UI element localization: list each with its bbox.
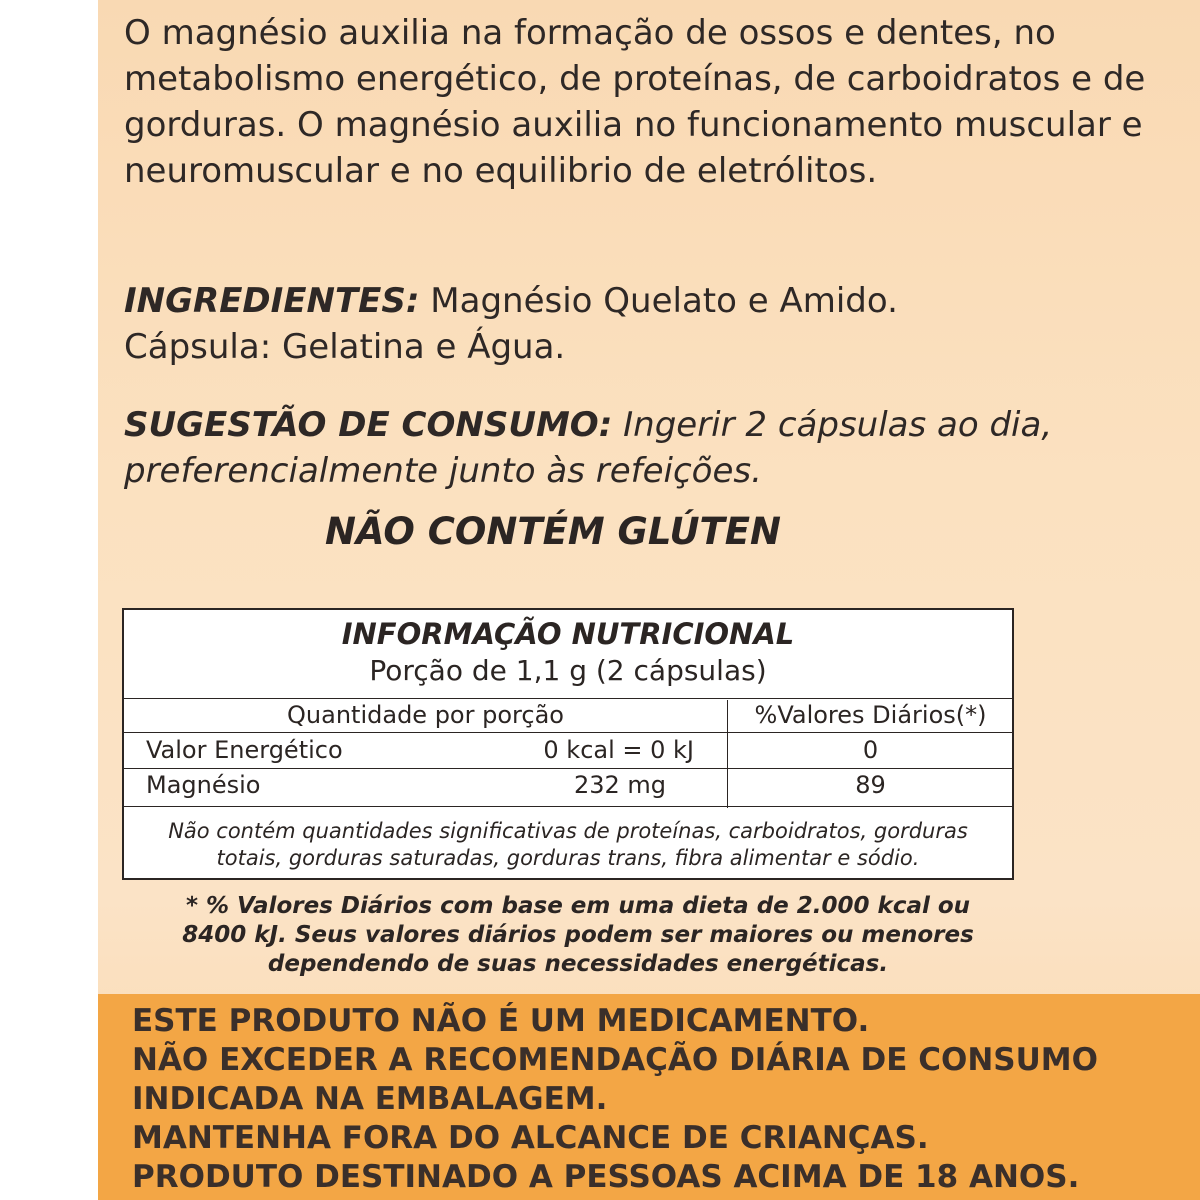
nutrition-facts-table [122, 608, 1014, 880]
consumption-suggestion-section [124, 402, 1184, 494]
ingredients-section [124, 278, 1184, 370]
column-divider [727, 700, 728, 808]
warning-line: ESTE PRODUTO NÃO É UM MEDICAMENTO. [132, 1003, 870, 1039]
benefits-paragraph: O magnésio auxilia na formação de ossos e dentes, no metabolismo energético, de proteínas, de carboidratos e de gorduras. O magnésio auxilia no funcionamento muscular e neuromuscular e no equilibrio de eletrólitos. [124, 13, 1146, 191]
portion-size: Porção de 1,1 g (2 cápsulas) [369, 654, 767, 687]
consumption-heading: SUGESTÃO DE CONSUMO: [124, 405, 613, 445]
warning-line: MANTENHA FORA DO ALCANCE DE CRIANÇAS. [132, 1120, 929, 1156]
nutrient-name: Magnésio [146, 771, 261, 799]
footnote-line: 8400 kJ. Seus valores diários podem ser maiores ou menores [182, 922, 974, 948]
footnote-line: dependendo de suas necessidades energéticas. [267, 951, 889, 977]
nutrient-daily-value: 89 [855, 771, 886, 799]
gluten-free-notice: NÃO CONTÉM GLÚTEN [324, 510, 782, 553]
nutrition-title: INFORMAÇÃO NUTRICIONAL [341, 617, 795, 651]
ingredients-list: Magnésio Quelato e Amido. [430, 281, 898, 321]
nutrient-amount: 232 mg [573, 771, 666, 799]
capsule-ingredients: Cápsula: Gelatina e Água. [124, 327, 566, 367]
daily-values-footnote [98, 892, 1058, 979]
nutrient-daily-value: 0 [862, 736, 879, 764]
ingredients-heading: INGREDIENTES: [124, 281, 420, 321]
warning-line: PRODUTO DESTINADO A PESSOAS ACIMA DE 18 ANOS. [132, 1159, 1080, 1195]
nutrition-disclaimer-line: Não contém quantidades significativas de proteínas, carboidratos, gorduras [168, 819, 968, 843]
table-divider [124, 806, 1012, 807]
nutrition-disclaimer [124, 818, 1012, 872]
daily-value-column-header: %Valores Diários(*) [754, 701, 987, 729]
table-divider [124, 768, 1012, 769]
consumption-instruction: Ingerir 2 cápsulas ao dia, [623, 405, 1053, 445]
nutrition-disclaimer-line: totais, gorduras saturadas, gorduras trans, fibra alimentar e sódio. [216, 846, 920, 870]
table-divider [124, 732, 1012, 733]
consumption-instruction-continued: preferencialmente junto às refeições. [124, 451, 762, 491]
warning-line: INDICADA NA EMBALAGEM. [132, 1081, 608, 1117]
warning-line: NÃO EXCEDER A RECOMENDAÇÃO DIÁRIA DE CONSUMO [132, 1042, 1098, 1078]
table-divider [124, 698, 1012, 699]
nutrient-amount: 0 kcal = 0 kJ [543, 736, 694, 764]
quantity-column-header: Quantidade por porção [287, 701, 564, 729]
warnings-block [132, 1002, 1192, 1197]
footnote-line: * % Valores Diários com base em uma dieta de 2.000 kcal ou [185, 893, 971, 919]
nutrient-name: Valor Energético [146, 736, 343, 764]
